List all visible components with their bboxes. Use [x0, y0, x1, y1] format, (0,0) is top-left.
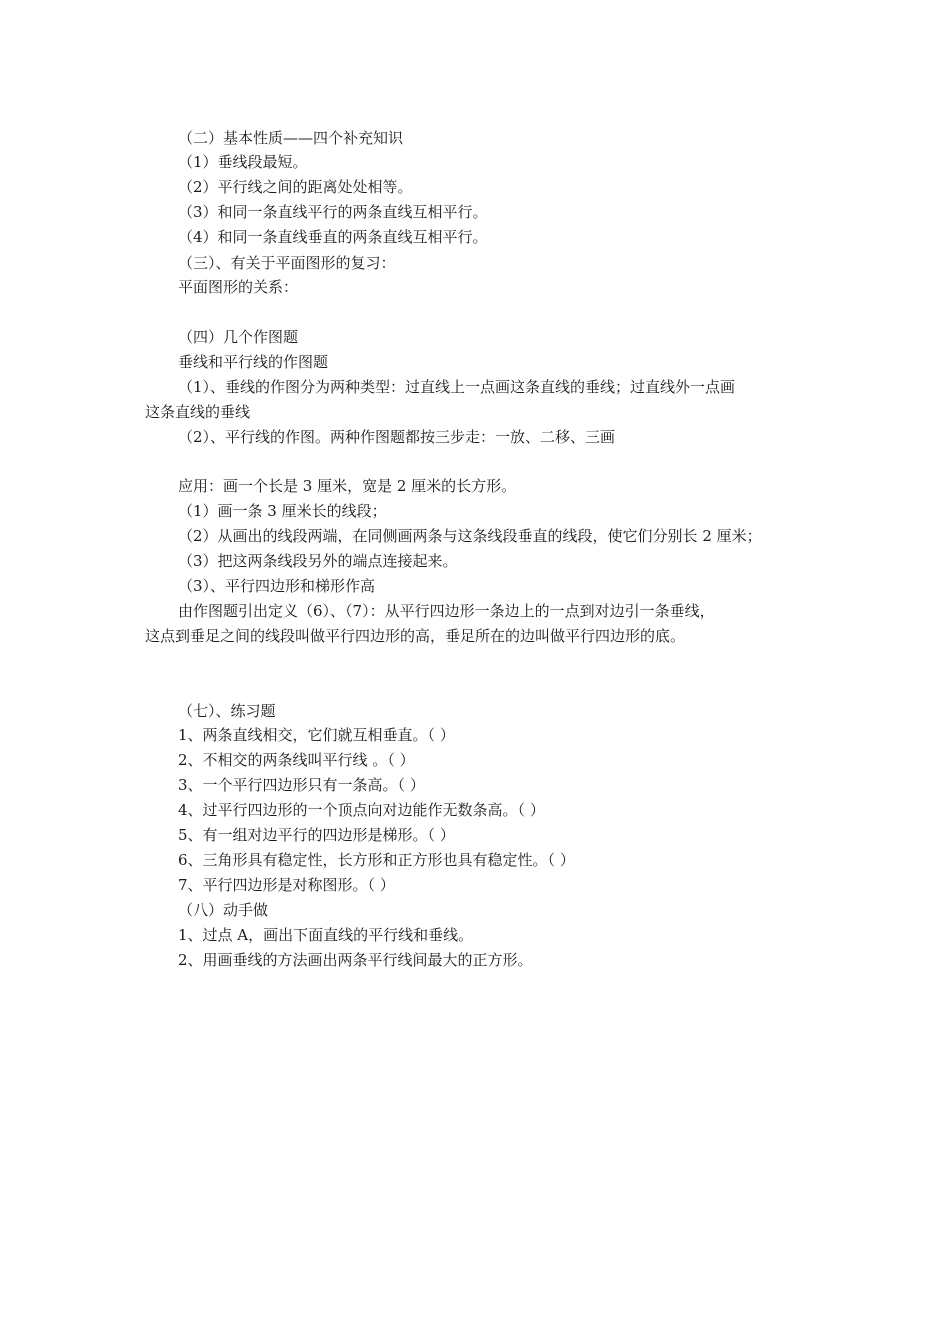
construction-item-2: （2）、平行线的作图。两种作图题都按三步走：一放、二移、三画	[178, 428, 616, 446]
section-heading-exercises: （七）、练习题	[178, 702, 276, 720]
definition-text-continued: 这点到垂足之间的线段叫做平行四边形的高，垂足所在的边叫做平行四边形的底。	[145, 627, 686, 645]
exercise-item-4: 4、过平行四边形的一个顶点向对边能作无数条高。（ ）	[178, 801, 545, 819]
exercise-item-6: 6、三角形具有稳定性，长方形和正方形也具有稳定性。（ ）	[178, 851, 575, 869]
section-heading-constructions: （四）几个作图题	[178, 328, 299, 346]
property-item-4: （4）和同一条直线垂直的两条直线互相平行。	[178, 228, 488, 246]
property-item-2: （2）平行线之间的距离处处相等。	[178, 178, 413, 196]
section-heading-plane-figures: （三）、有关于平面图形的复习：	[178, 254, 396, 272]
application-step-1: （1）画一条 3 厘米长的线段；	[178, 502, 387, 520]
hands-on-item-2: 2、用画垂线的方法画出两条平行线间最大的正方形。	[178, 951, 533, 969]
construction-subheading: 垂线和平行线的作图题	[178, 353, 329, 371]
section-heading-basic-properties: （二）基本性质——四个补充知识	[178, 129, 404, 147]
exercise-item-7: 7、平行四边形是对称图形。（ ）	[178, 876, 395, 894]
exercise-item-2: 2、不相交的两条线叫平行线 。（ ）	[178, 751, 415, 769]
section-heading-hands-on: （八）动手做	[178, 901, 269, 919]
property-item-3: （3）和同一条直线平行的两条直线互相平行。	[178, 203, 488, 221]
construction-item-1: （1）、垂线的作图分为两种类型：过直线上一点画这条直线的垂线；过直线外一点画	[178, 378, 736, 396]
hands-on-item-1: 1、过点 A，画出下面直线的平行线和垂线。	[178, 926, 474, 944]
construction-item-3: （3）、平行四边形和梯形作高	[178, 577, 376, 595]
exercise-item-5: 5、有一组对边平行的四边形是梯形。（ ）	[178, 826, 455, 844]
application-step-3: （3）把这两条线段另外的端点连接起来。	[178, 552, 458, 570]
exercise-item-1: 1、两条直线相交，它们就互相垂直。（ ）	[178, 726, 455, 744]
plane-figures-relation: 平面图形的关系：	[178, 278, 299, 296]
definition-text: 由作图题引出定义（6）、（7）：从平行四边形一条边上的一点到对边引一条垂线，	[178, 602, 715, 620]
application-heading: 应用：画一个长是 3 厘米，宽是 2 厘米的长方形。	[178, 477, 517, 495]
construction-item-1-continued: 这条直线的垂线	[145, 403, 251, 421]
property-item-1: （1）垂线段最短。	[178, 153, 308, 171]
exercise-item-3: 3、一个平行四边形只有一条高。（ ）	[178, 776, 425, 794]
application-step-2: （2）从画出的线段两端，在同侧画两条与这条线段垂直的线段，使它们分别长 2 厘米；	[178, 527, 762, 545]
